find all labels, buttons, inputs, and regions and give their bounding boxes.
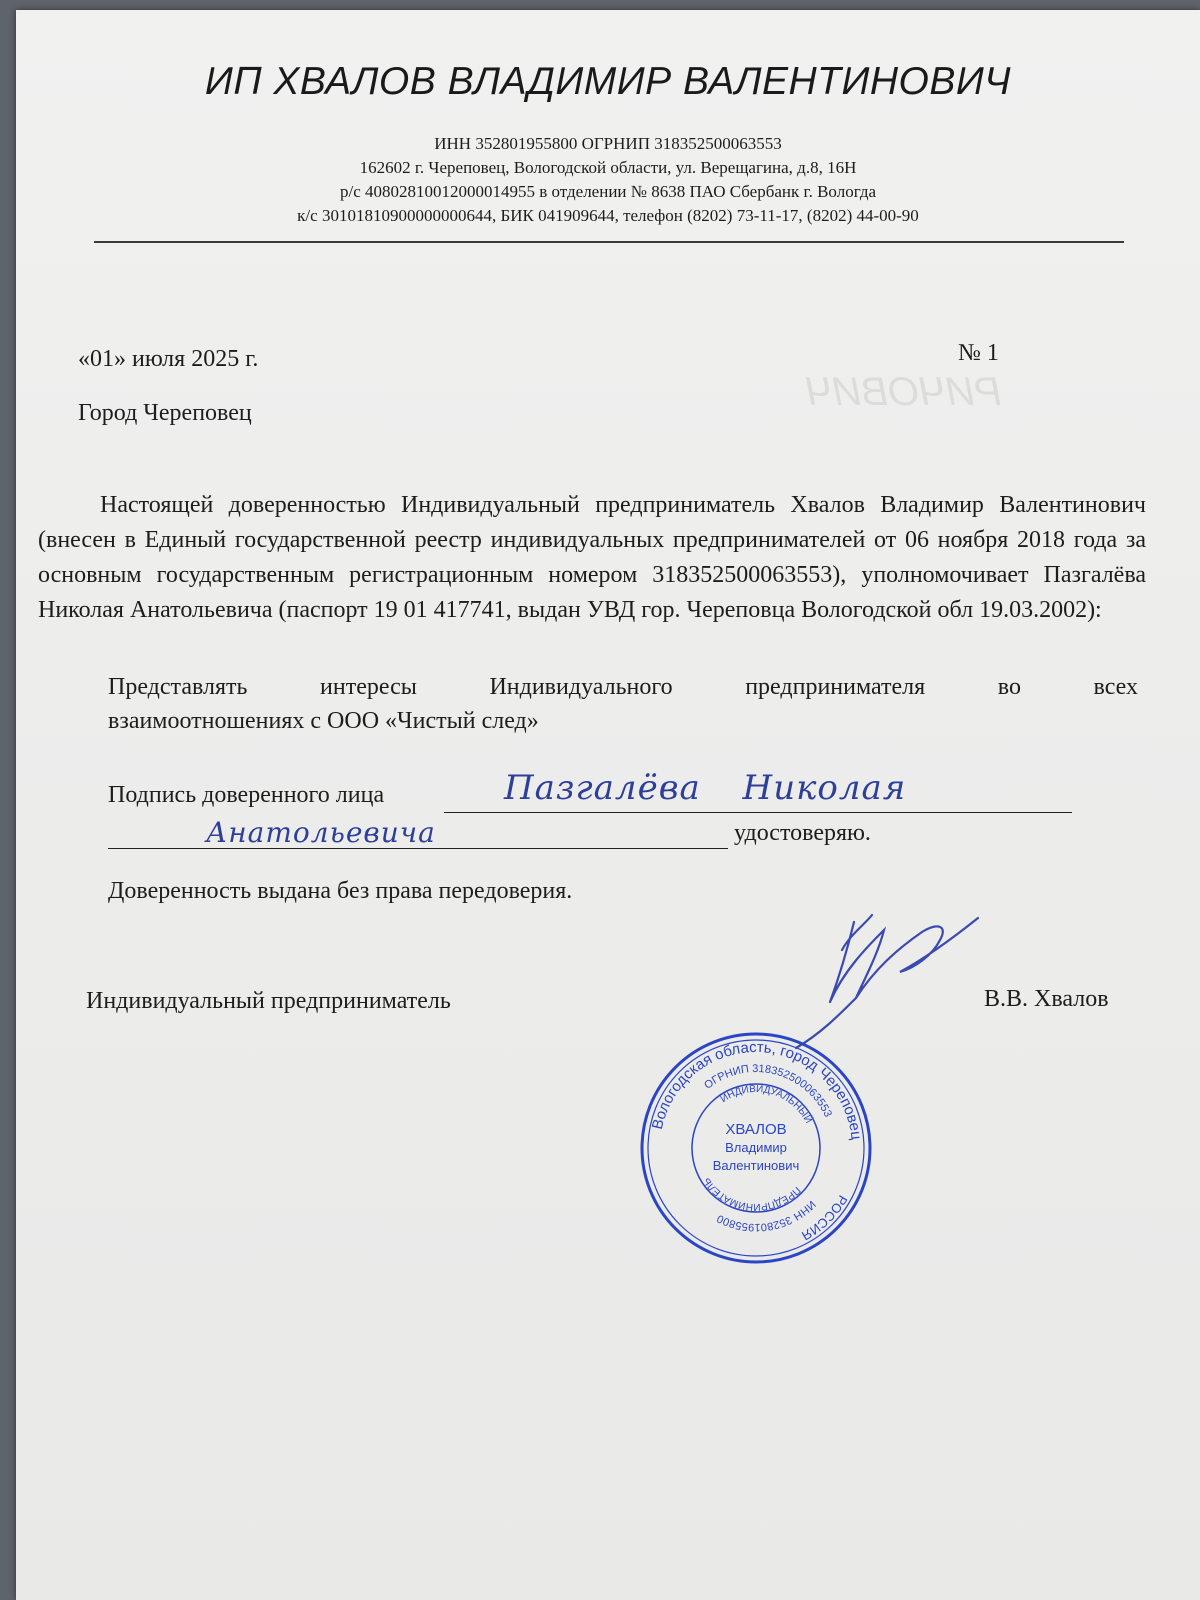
requisites-line-address: 162602 г. Череповец, Вологодской области, ул. Верещагина, д.8, 16Н: [359, 158, 857, 177]
company-requisites: [16, 132, 1200, 228]
document-date: «01» июля 2025 г.: [78, 346, 259, 372]
handwritten-name-line-1: Пазгалёва Николая: [504, 768, 907, 808]
signer-name: В.В. Хвалов: [984, 986, 1109, 1012]
requisites-line-inn: ИНН 352801955800 ОГРНИП 318352500063553: [434, 134, 782, 153]
bleed-through-text: РИЧОВИЧ: [806, 370, 1002, 414]
svg-text:ИНН 352801955800: ИНН 352801955800: [715, 1197, 818, 1234]
svg-text:ХВАЛОВ: ХВАЛОВ: [725, 1121, 787, 1138]
signer-position: Индивидуальный предприниматель: [86, 988, 451, 1014]
requisites-line-bank: к/с 30101810900000000644, БИК 041909644, телефон (8202) 73-11-17, (8202) 44-00-90: [297, 206, 919, 225]
clause-line-1: Представлять интересы Индивидуального предпринимателя во всех: [108, 674, 1138, 700]
svg-text:ОГРНИП 318352500063553: ОГРНИП 318352500063553: [702, 1062, 834, 1120]
certify-text: удостоверяю.: [734, 820, 871, 846]
document-city: Город Череповец: [78, 400, 252, 426]
requisites-line-account: р/с 40802810012000014955 в отделении № 8638 ПАО Сбербанк г. Вологда: [339, 182, 877, 201]
company-title: ИП ХВАЛОВ ВЛАДИМИР ВАЛЕНТИНОВИЧ: [204, 60, 1012, 103]
company-seal: [636, 1028, 876, 1268]
handwritten-name-line-2: Анатольевича: [206, 816, 436, 849]
svg-text:ИНДИВИДУАЛЬНЫЙ: ИНДИВИДУАЛЬНЫЙ: [718, 1083, 814, 1126]
attorney-signature-label: Подпись доверенного лица: [108, 782, 385, 808]
document-number: № 1: [958, 340, 999, 366]
svg-text:ПРЕДПРИНИМАТЕЛЬ: ПРЕДПРИНИМАТЕЛЬ: [701, 1175, 803, 1213]
svg-text:Владимир: Владимир: [725, 1140, 787, 1155]
svg-text:Валентинович: Валентинович: [712, 1158, 800, 1173]
authority-clause: [108, 670, 1138, 738]
header-divider: [94, 241, 1124, 243]
main-paragraph: Настоящей доверенностью Индивидуальный предприниматель Хвалов Владимир Валентинович (внесен в Единый государственной реестр индивидуальных предпринимателей от 06 ноября 2018 года за основным государственным регистрационным номером 318352500063553), уполномочивает Пазгалёва Николая Анатольевича (паспорт 19 01 417741, выдан УВД гор. Череповца Вологодской обл 19.03.2002):: [38, 492, 1146, 623]
clause-line-2: взаимоотношениях с ООО «Чистый след»: [108, 708, 539, 734]
no-delegation-note: Доверенность выдана без права передоверия.: [108, 878, 573, 904]
svg-text:Вологодская область, город Чер: Вологодская область, город Череповец: [648, 1038, 865, 1141]
document-page: [16, 10, 1200, 1600]
svg-text:РОССИЯ: РОССИЯ: [799, 1192, 851, 1244]
signature-underline-1: [444, 812, 1072, 813]
